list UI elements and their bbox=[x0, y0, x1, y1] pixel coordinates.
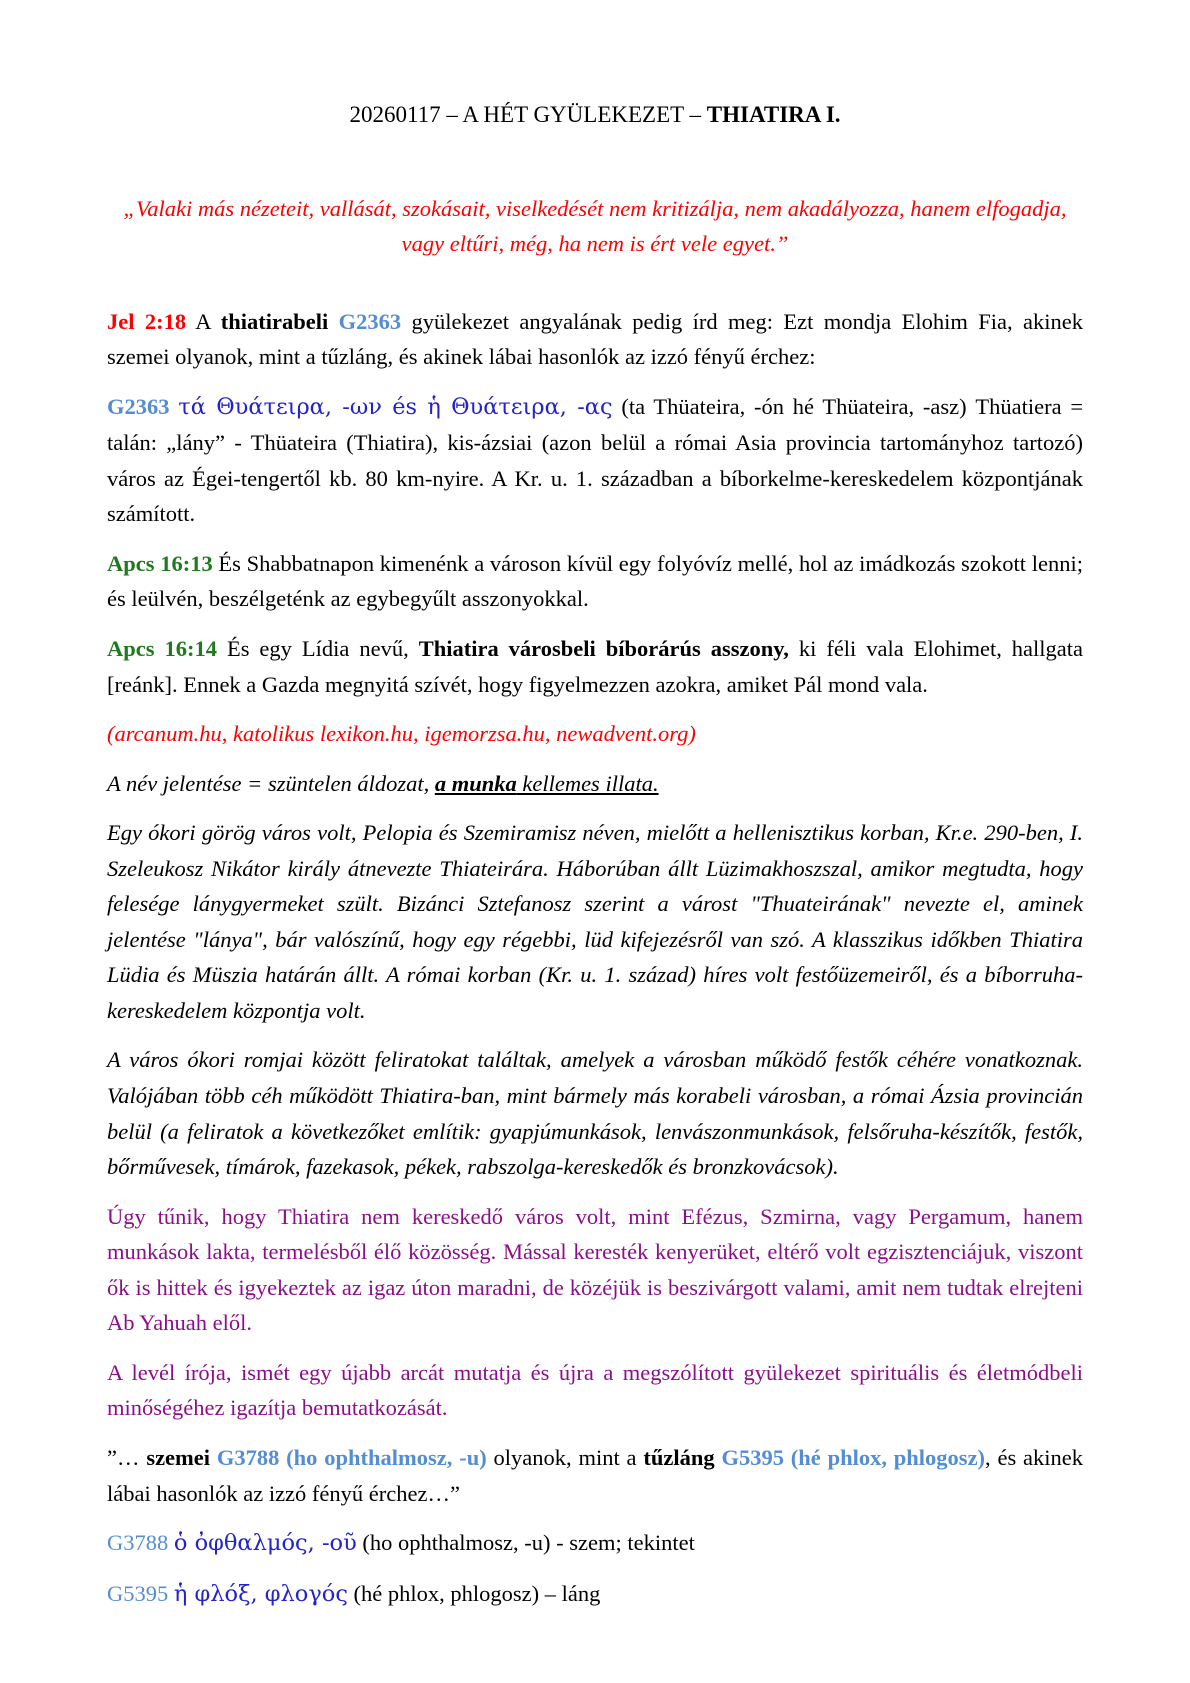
greek-thyateira: τά Θυάτειρα, -ων és ἡ Θυάτειρα, -ας bbox=[178, 393, 613, 420]
page-title-prefix: 20260117 – A HÉT GYÜLEKEZET – bbox=[349, 102, 707, 127]
text-segment: (ta Thüateira, -ón hé Thüateira, -asz) Thüatiera = talán: „lány” - Thüateira (Thiatira), kis-ázsiai (azon belül a római Asia provincia tartományhoz tartozó) város az Égei-tengertől kb. 80 km-nyire. A Kr. u. 1. században a bíborkelme-kereskedelem központjának számított. bbox=[107, 393, 1084, 527]
verse-ref-apcs-16-14: Apcs 16:14 bbox=[107, 636, 217, 662]
commentary-paragraph-1 bbox=[107, 1199, 1083, 1341]
text-segment: thiatirabeli bbox=[220, 308, 329, 334]
text-segment: ki féli vala Elohimet, hallgata [reánk]. Ennek a Gazda megnyitá szívét, hogy figyelmezzen azokra, amiket Pál mond vala. bbox=[107, 636, 1084, 697]
verse-ref-apcs-16-13: Apcs 16:13 bbox=[107, 550, 213, 576]
text-segment: tűzláng bbox=[643, 1444, 715, 1470]
verse-apcs-16-13 bbox=[107, 546, 1083, 617]
text-segment: Thiatira városbeli bíborárús asszony, bbox=[418, 636, 789, 662]
text-segment: A város ókori romjai között feliratokat találtak, amelyek a városban működő festők céhére vonatkoznak. Valójában több céh működött Thiatira-ban, mint bármely más korabeli városban, a római Ázsia provincián belül (a feliratok a következőket említik: gyapjúmunkások, lenvászonmunkások, felsőruha-készítők, festők, bőrművesek, tímárok, fazekasok, pékek, rabszolga-kereskedők és bronzkovácsok). bbox=[107, 1047, 1083, 1180]
source-list: (arcanum.hu, katolikus lexikon.hu, igemorzsa.hu, newadvent.org) bbox=[107, 721, 696, 747]
strongs-g5395: G5395 bbox=[107, 1580, 169, 1606]
text-segment: A bbox=[186, 308, 221, 334]
text-segment: (ho ophthalmosz, -u) - szem; tekintet bbox=[356, 1530, 695, 1556]
strongs-g2363-definition bbox=[107, 389, 1083, 532]
verse-apcs-16-14 bbox=[107, 631, 1083, 702]
text-segment: szemei bbox=[146, 1444, 211, 1470]
text-segment: kellemes illata. bbox=[516, 770, 659, 796]
greek-ophthalmos: ὁ ὀφθαλμός, -οῦ bbox=[173, 1530, 357, 1557]
name-meaning bbox=[107, 766, 1083, 802]
sources-note bbox=[107, 716, 1083, 752]
text-segment bbox=[170, 394, 179, 419]
text-segment bbox=[328, 309, 338, 334]
strongs-g5395: G5395 (hé phlox, phlogosz) bbox=[721, 1444, 986, 1470]
document-body bbox=[107, 304, 1083, 1613]
text-segment: A levél írója, ismét egy újabb arcát mutatja és újra a megszólított gyülekezet spirituális és életmódbeli minőségéhez igazítja bemutatkozását. bbox=[107, 1359, 1083, 1421]
strongs-g2363: G2363 bbox=[107, 393, 170, 419]
strongs-g3788: G3788 bbox=[107, 1530, 169, 1556]
strongs-g2363: G2363 bbox=[338, 308, 402, 334]
text-segment: És egy Lídia nevű, bbox=[216, 636, 419, 662]
text-segment: A név jelentése = szüntelen áldozat, bbox=[107, 770, 435, 796]
verse-jel-2-18 bbox=[107, 304, 1083, 375]
commentary-paragraph-2 bbox=[107, 1355, 1083, 1426]
verse-fragment bbox=[107, 1440, 1083, 1511]
greek-phlox: ἡ φλόξ, φλογός bbox=[173, 1580, 348, 1607]
strongs-g3788-definition bbox=[107, 1525, 1083, 1562]
history-paragraph-2 bbox=[107, 1042, 1083, 1184]
text-segment bbox=[210, 1445, 217, 1470]
text-segment: a munka bbox=[434, 770, 517, 796]
text-segment: , és akinek lábai hasonlók az izzó fényű érchez…” bbox=[107, 1444, 1084, 1506]
history-paragraph-1 bbox=[107, 815, 1083, 1028]
text-segment: gyülekezet angyalának pedig írd meg: Ezt mondja Elohim Fia, akinek szemei olyanok, mint a tűzláng, és akinek lábai hasonlók az izzó fényű érchez: bbox=[107, 308, 1084, 370]
text-segment: (hé phlox, phlogosz) – láng bbox=[347, 1580, 601, 1606]
text-segment: ”… bbox=[107, 1444, 147, 1470]
text-segment: Úgy tűnik, hogy Thiatira nem kereskedő város volt, mint Efézus, Szmirna, vagy Pergamum, hanem munkások lakta, termelésből élő közösség. Mással keresték kenyerüket, eltérő volt egzisztenciájuk, viszont ők is hittek és igyekeztek az igaz úton maradni, de közéjük is beszivárgott valami, amit nem tudtak elrejteni Ab Yahuah elől. bbox=[107, 1203, 1083, 1336]
page-title-emphasis: THIATIRA I. bbox=[706, 102, 841, 127]
strongs-g5395-definition bbox=[107, 1576, 1083, 1613]
strongs-g3788: G3788 (ho ophthalmosz, -u) bbox=[216, 1444, 487, 1470]
text-segment: Egy ókori görög város volt, Pelopia és Szemiramisz néven, mielőtt a hellenisztikus korban, Kr.e. 290-ben, I. Szeleukosz Nikátor király átnevezte Thiateirára. Háborúban állt Lüzimakhoszszal, amikor megtudta, hogy felesége lánygyermeket szült. Bizánci Sztefanosz szerint a várost "Thuateirának" nevezte el, aminek jelentése "lánya", bár valószínű, hogy egy régebbi, lüd kifejezésről van szó. A klasszikus időkben Thiatira Lüdia és Müszia határán állt. A római korban (Kr. u. 1. század) híres volt festőüzemeiről, és a bíborruha-kereskedelem központja volt. bbox=[107, 820, 1083, 1023]
text-segment: És Shabbatnapon kimenénk a városon kívül egy folyóvíz mellé, hol az imádkozás szokott lenni; és leülvén, beszélgeténk az egybegyűlt asszonyokkal. bbox=[107, 550, 1083, 612]
text-segment: olyanok, mint a bbox=[486, 1444, 644, 1470]
page-title bbox=[107, 100, 1083, 130]
opening-quote: „Valaki más nézeteit, vallását, szokásait, viselkedését nem kritizálja, nem akadályozza, hanem elfogadja, vagy eltűri, még, ha nem is ért vele egyet.” bbox=[123, 195, 1067, 256]
verse-ref-jel-2-18: Jel 2:18 bbox=[107, 308, 187, 334]
